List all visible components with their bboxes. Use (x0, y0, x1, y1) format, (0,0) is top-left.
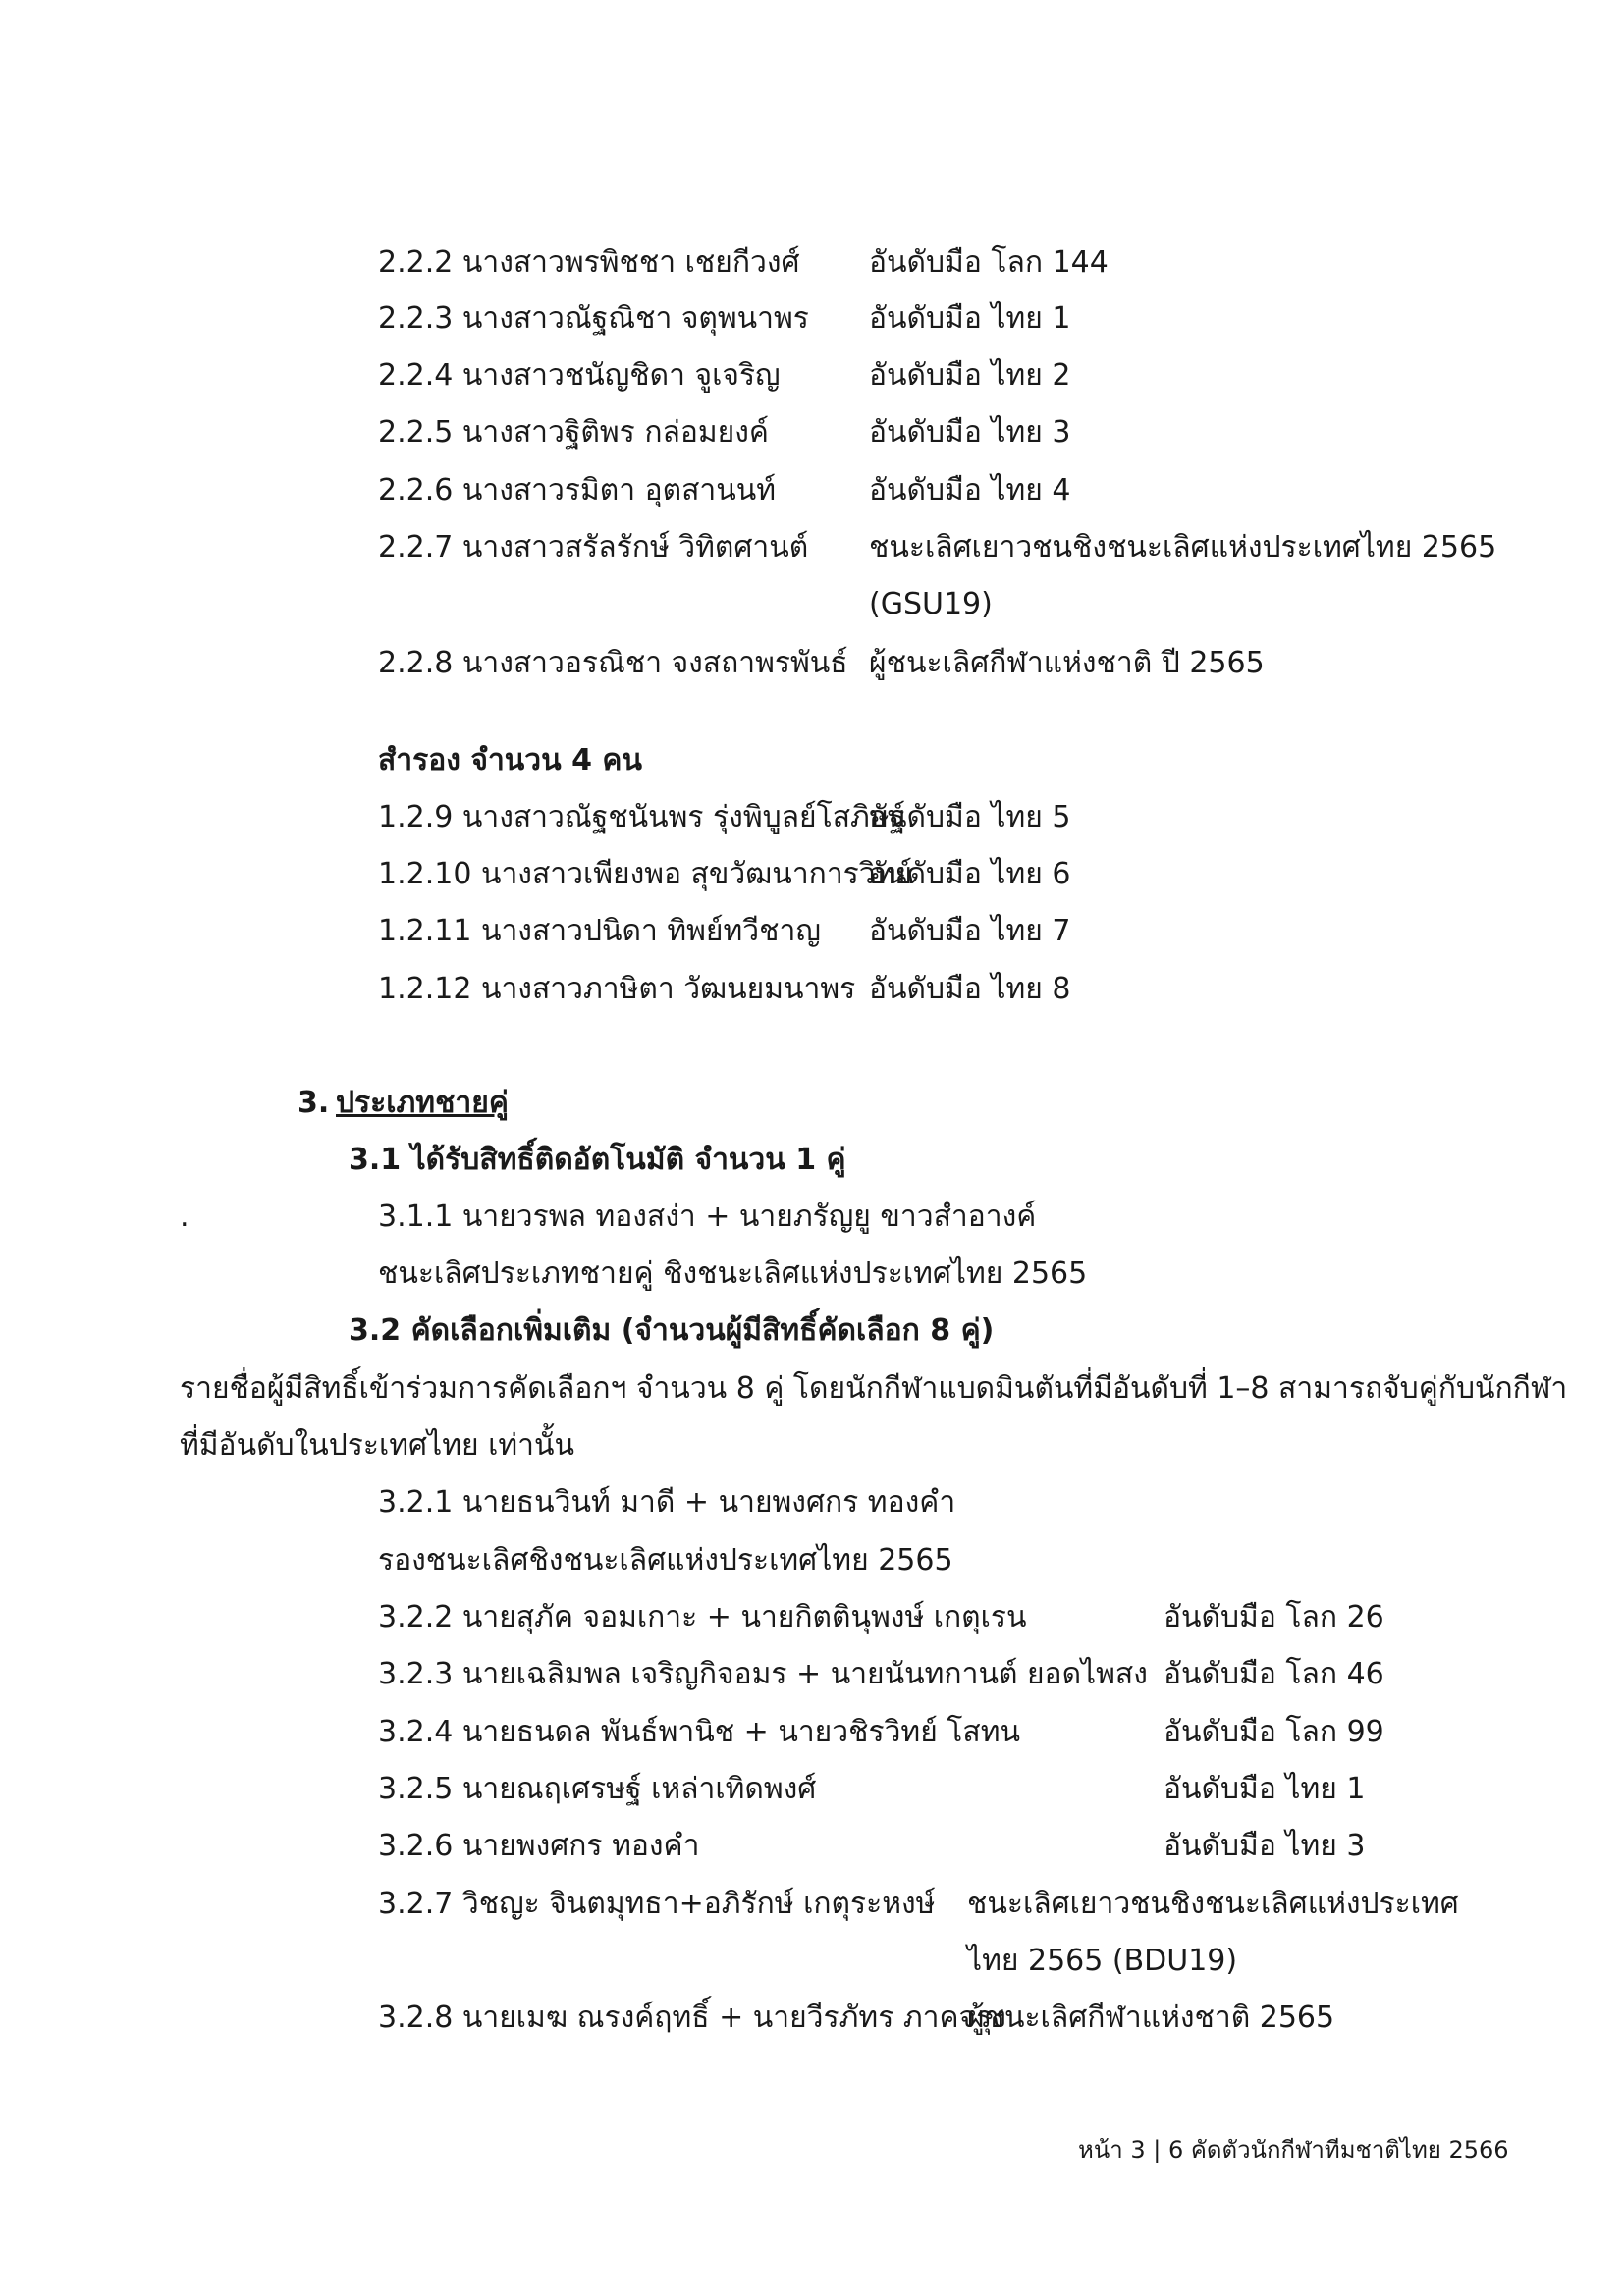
list-item-rank: อันดับมือ ไทย 4 (869, 473, 1071, 507)
list-item-name: 2.2.3 นางสาวณัฐณิชา จตุพนาพร (378, 301, 809, 336)
pair-item-name: 3.2.2 นายสุภัค จอมเกาะ + นายกิตตินุพงษ์ เกตุเรน (378, 1600, 1027, 1634)
reserve-item-rank: อันดับมือ ไทย 5 (869, 800, 1071, 834)
pair-item-name: 3.2.5 นายณฤเศรษฐ์ เหล่าเทิดพงศ์ (378, 1772, 817, 1806)
reserve-item-name: 1.2.10 นางสาวเพียงพอ สุขวัฒนาการวิทย์ (378, 857, 912, 891)
pair-item-name: 3.2.3 นายเฉลิมพล เจริญกิจอมร + นายนันทกานต์ ยอดไพสง (378, 1657, 1148, 1691)
reserve-item-name: 1.2.11 นางสาวปนิดา ทิพย์ทวีชาญ (378, 914, 821, 948)
reserve-item-rank: อันดับมือ ไทย 8 (869, 972, 1071, 1006)
list-item-name: 2.2.4 นางสาวชนัญชิดา จูเจริญ (378, 358, 781, 393)
pair-item-rank-continued: ไทย 2565 (BDU19) (967, 1944, 1238, 1978)
pair-item-rank: อันดับมือ โลก 99 (1164, 1715, 1384, 1749)
pair-item-note: รองชนะเลิศชิงชนะเลิศแห่งประเทศไทย 2565 (378, 1543, 953, 1577)
section-title: ประเภทชายคู่ (336, 1086, 509, 1120)
subsection-heading: 3.2 คัดเลือกเพิ่มเติม (จำนวนผู้มีสิทธิ์คัดเลือก 8 คู่) (349, 1313, 995, 1348)
pair-item-rank: อันดับมือ โลก 46 (1164, 1657, 1384, 1691)
list-item-name: 2.2.2 นางสาวพรพิชชา เชยกีวงศ์ (378, 245, 800, 280)
reserve-item-rank: อันดับมือ ไทย 6 (869, 857, 1071, 891)
pair-item-rank: ผู้ชนะเลิศกีฬาแห่งชาติ 2565 (967, 2001, 1335, 2035)
pair-item-rank: อันดับมือ ไทย 3 (1164, 1829, 1366, 1863)
pair-item-name: 3.2.6 นายพงศกร ทองคำ (378, 1829, 700, 1863)
list-item-name: 2.2.8 นางสาวอรณิชา จงสถาพรพันธ์ (378, 646, 848, 680)
pair-item-note: ชนะเลิศประเภทชายคู่ ชิงชนะเลิศแห่งประเทศไทย 2565 (378, 1256, 1088, 1291)
intro-paragraph-line: ที่มีอันดับในประเทศไทย เท่านั้น (180, 1428, 574, 1463)
list-item-rank: อันดับมือ ไทย 3 (869, 415, 1071, 450)
list-item-name: 2.2.7 นางสาวสรัลรักษ์ วิทิตศานต์ (378, 530, 809, 564)
stray-dot: . (180, 1200, 189, 1234)
subsection-heading: 3.1 ได้รับสิทธิ์ติดอัตโนมัติ จำนวน 1 คู่ (349, 1143, 846, 1177)
list-item-rank: อันดับมือ โลก 144 (869, 245, 1109, 280)
reserve-item-name: 1.2.12 นางสาวภาษิตา วัฒนยมนาพร (378, 972, 856, 1006)
section-number: 3. (298, 1086, 330, 1120)
pair-item-name: 3.2.8 นายเมฆ ณรงค์ฤทธิ์ + นายวีรภัทร ภาคจรุง (378, 2001, 1006, 2035)
pair-item-name: 3.1.1 นายวรพล ทองสง่า + นายภรัญยู ขาวสำอางค์ (378, 1200, 1037, 1234)
pair-item-rank: ชนะเลิศเยาวชนชิงชนะเลิศแห่งประเทศ (967, 1887, 1459, 1921)
intro-paragraph-line: รายชื่อผู้มีสิทธิ์เข้าร่วมการคัดเลือกฯ จำนวน 8 คู่ โดยนักกีฬาแบดมินตันที่มีอันดับที่ 1–8 สามารถจับคู่กับนักกีฬา (180, 1371, 1568, 1406)
page-footer: หน้า 3 | 6 คัดตัวนักกีฬาทีมชาติไทย 2566 (1078, 2136, 1509, 2163)
list-item-rank: อันดับมือ ไทย 1 (869, 301, 1071, 336)
list-item-rank-continued: (GSU19) (869, 587, 993, 621)
pair-item-name: 3.2.7 วิชญะ จินตมุทธา+อภิรักษ์ เกตุระหงษ์ (378, 1887, 936, 1921)
list-item-rank: อันดับมือ ไทย 2 (869, 358, 1071, 393)
list-item-rank: ผู้ชนะเลิศกีฬาแห่งชาติ ปี 2565 (869, 646, 1265, 680)
list-item-name: 2.2.6 นางสาวรมิตา อุตสานนท์ (378, 473, 777, 507)
list-item-rank: ชนะเลิศเยาวชนชิงชนะเลิศแห่งประเทศไทย 2565 (869, 530, 1497, 564)
pair-item-rank: อันดับมือ ไทย 1 (1164, 1772, 1366, 1806)
pair-item-name: 3.2.4 นายธนดล พันธ์พานิช + นายวชิรวิทย์ โสทน (378, 1715, 1021, 1749)
pair-item-name: 3.2.1 นายธนวินท์ มาดี + นายพงศกร ทองคำ (378, 1485, 956, 1520)
reserve-heading: สำรอง จำนวน 4 คน (378, 743, 643, 777)
reserve-item-name: 1.2.9 นางสาวณัฐชนันพร รุ่งพิบูลย์โสภิษฐ์ (378, 800, 906, 834)
reserve-item-rank: อันดับมือ ไทย 7 (869, 914, 1071, 948)
list-item-name: 2.2.5 นางสาวฐิติพร กล่อมยงค์ (378, 415, 769, 450)
pair-item-rank: อันดับมือ โลก 26 (1164, 1600, 1384, 1634)
